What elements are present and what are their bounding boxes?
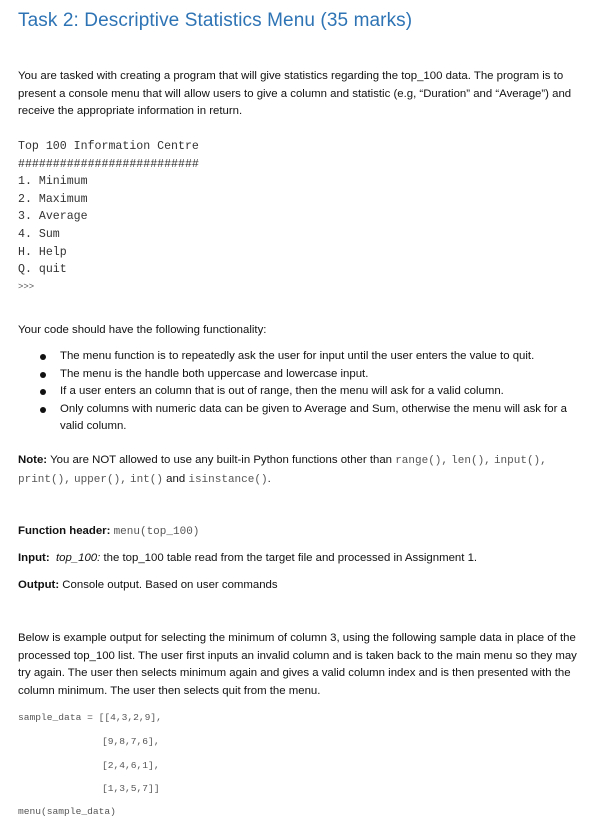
list-item-text: The menu function is to repeatedly ask the user for input until the user enters the value to quit. [60,350,535,362]
example-paragraph: Below is example output for selecting the minimum of column 3, using the following sample data in place of the processed top_100 list. The user first inputs an invalid column and is taken back to the main menu so they may try again. The user then selects minimum again and gives a valid column index and is then presented with the column minimum. The user then selects quit from the menu. [18,632,577,697]
note-and: and [166,472,186,485]
input-label: Input: [18,552,50,564]
list-item-text: If a user enters an column that is out of range, then the menu will ask for a valid column. [60,385,504,398]
output-label: Output: [18,579,60,591]
bullet-icon [40,407,46,413]
bullet-icon [40,389,46,395]
console-line: 2. Maximum [18,192,88,206]
note-text: You are NOT allowed to use any built-in Python functions other than [50,454,393,466]
functionality-list [36,348,588,436]
inline-code: isinstance() [188,473,268,486]
function-header-value: menu(top_100) [113,526,200,538]
page-title: Task 2: Descriptive Statistics Menu (35 marks) [18,10,413,31]
bullet-icon [40,354,46,360]
sample-code-line: [9,8,7,6], [102,736,160,747]
list-item [36,401,588,436]
console-line: 4. Sum [18,227,60,241]
console-line: Top 100 Information Centre [18,140,199,153]
inline-code: int() [129,473,163,486]
inline-code: range(), [395,455,448,467]
input-line [18,550,588,568]
output-text: Console output. Based on user commands [62,579,278,591]
console-line: 1. Minimum [18,175,88,189]
inline-code: len(), [451,455,491,467]
note-end: . [267,472,271,485]
bullet-icon [40,372,46,378]
console-prompt: >>> [18,281,35,292]
list-item [36,383,588,401]
list-item-text: The menu is the handle both uppercase and lowercase input. [60,367,369,380]
input-text: the top_100 table read from the target file and processed in Assignment 1. [103,552,478,564]
sample-code-line: [2,4,6,1], [102,760,160,771]
console-line: 3. Average [18,210,88,224]
note-label: Note: [18,454,48,466]
function-header-label: Function header: [18,525,111,537]
console-line: H. Help [18,245,67,259]
input-name: top_100: [55,552,101,564]
sample-code-call: menu(sample_data) [18,806,116,817]
note-paragraph [18,452,588,489]
inline-code: input(), [493,455,547,467]
list-item-text: Only columns with numeric data can be given to Average and Sum, otherwise the menu will ask for a valid column. [60,402,567,433]
inline-code: print(), [18,473,71,486]
inline-code: upper(), [73,473,127,486]
console-line: Q. quit [18,263,67,277]
functionality-heading: Your code should have the following functionality: [18,324,267,336]
sample-code-line: [1,3,5,7]] [102,783,160,794]
function-header [18,523,588,542]
console-line: ########################## [18,157,199,171]
output-line [18,577,588,595]
list-item [36,348,588,366]
intro-paragraph: You are tasked with creating a program that will give statistics regarding the top_100 data. The program is to present a console menu that will allow users to give a column and statistic (e.g, “Duration” and “Average”) and receive the appropriate information in return. [18,70,572,118]
console-menu-example [18,138,199,296]
list-item [36,366,588,384]
sample-code-line: sample_data = [[4,3,2,9], [18,712,162,723]
